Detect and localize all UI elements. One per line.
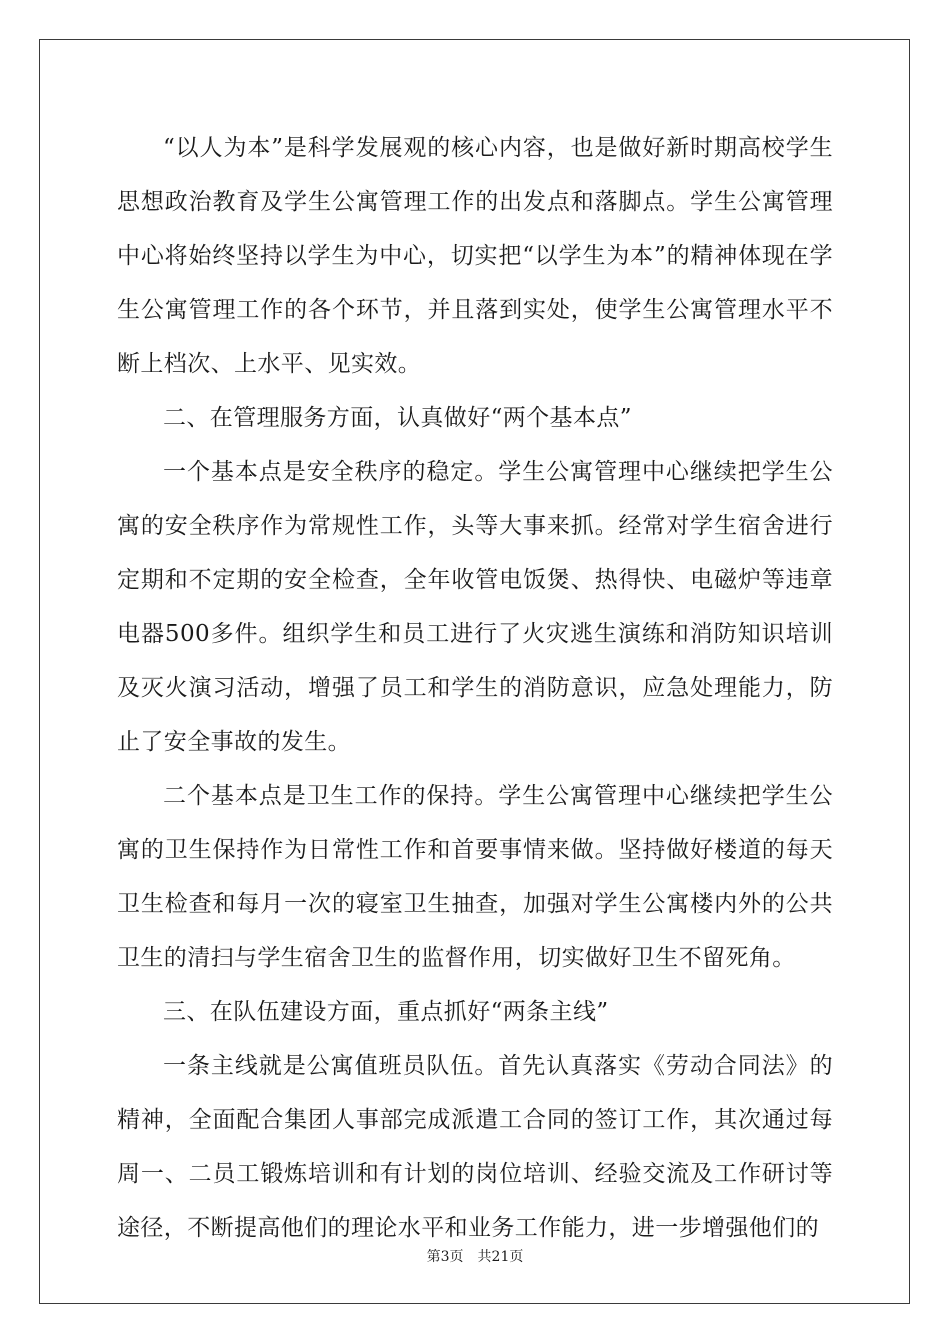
- page-total: 共21页: [477, 1249, 524, 1265]
- paragraph-staff: 一条主线就是公寓值班员队伍。首先认真落实《劳动合同法》的精神，全面配合集团人事部完成派遣工合同的签订工作，其次通过每周一、二员工锻炼培训和有计划的岗位培训、经验交流及工作研讨等途径，不断提高他们的理论水平和业务工作能力，进一步增强他们的: [117, 1053, 833, 1241]
- paragraph-intro: “以人为本”是科学发展观的核心内容，也是做好新时期高校学生思想政治教育及学生公寓管理工作的出发点和落脚点。学生公寓管理中心将始终坚持以学生为中心，切实把“以学生为本”的精神体现在学生公寓管理工作的各个环节，并且落到实处，使学生公寓管理水平不断上档次、上水平、见实效。: [117, 135, 833, 377]
- document-body: [117, 121, 833, 1255]
- section-heading-team: 三、在队伍建设方面，重点抓好“两条主线”: [163, 999, 609, 1025]
- section-heading-management: 二、在管理服务方面，认真做好“两个基本点”: [163, 405, 632, 431]
- paragraph-safety: 一个基本点是安全秩序的稳定。学生公寓管理中心继续把学生公寓的安全秩序作为常规性工作，头等大事来抓。经常对学生宿舍进行定期和不定期的安全检查，全年收管电饭煲、热得快、电磁炉等违章电器500多件。组织学生和员工进行了火灾逃生演练和消防知识培训及灭火演习活动，增强了员工和学生的消防意识，应急处理能力，防止了安全事故的发生。: [117, 459, 833, 755]
- page-footer: [0, 1246, 950, 1266]
- paragraph-hygiene: 二个基本点是卫生工作的保持。学生公寓管理中心继续把学生公寓的卫生保持作为日常性工作和首要事情来做。坚持做好楼道的每天卫生检查和每月一次的寝室卫生抽查，加强对学生公寓楼内外的公共卫生的清扫与学生宿舍卫生的监督作用，切实做好卫生不留死角。: [117, 783, 833, 971]
- page-number: 第3页: [426, 1249, 464, 1265]
